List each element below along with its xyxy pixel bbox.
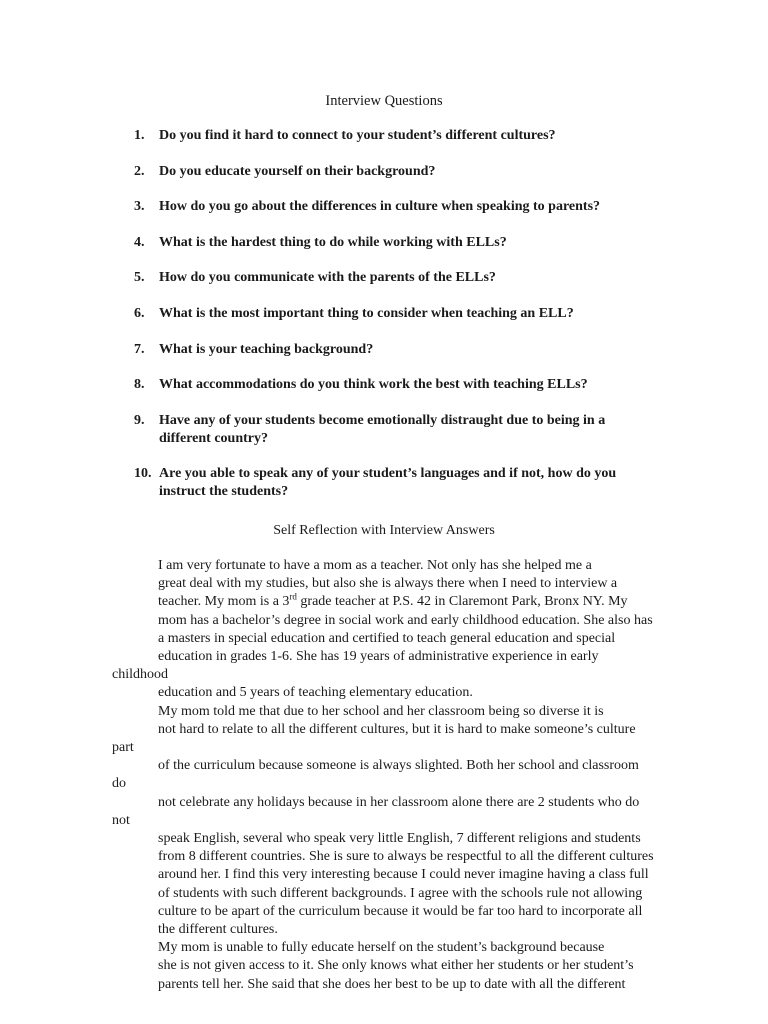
question-text: What is the hardest thing to do while working with ELLs? [159,234,507,250]
question-item [134,234,654,252]
question-number: 9. [134,412,145,428]
paragraph-line: she is not given access to it. She only knows what either her students or her student’s [158,958,634,974]
ordinal-superscript: rd [289,591,297,602]
question-text-continued: instruct the students? [159,484,289,500]
question-text: How do you communicate with the parents of the ELLs? [159,270,496,286]
paragraph-line: culture to be apart of the curriculum because it would be far too hard to incorporate all [158,903,643,919]
paragraph-line: around her. I find this very interesting because I could never imagine having a class full [158,867,649,883]
question-number: 10. [134,466,152,482]
section-title: Self Reflection with Interview Answers [273,523,495,538]
paragraph-line [112,593,656,611]
paragraph-line-part: grade teacher at P.S. 42 in Claremont Park, Bronx NY. My [300,594,628,610]
question-text: Are you able to speak any of your student’s languages and if not, how do you [159,466,617,482]
question-number: 6. [134,305,145,321]
page-title: Interview Questions [325,93,443,109]
paragraph-line: mom has a bachelor’s degree in social work and early childhood education. She also has [158,612,653,628]
paragraph-line: parents tell her. She said that she does her best to be up to date with all the different [158,976,626,992]
paragraph [112,703,656,940]
question-item [134,305,654,323]
paragraph-line: not celebrate any holidays because in her classroom alone there are 2 students who do not [112,794,640,828]
paragraph-line-part: teacher. My mom is a 3 [158,594,290,610]
paragraph [112,939,656,994]
question-number: 1. [134,128,145,143]
question-text: Have any of your students become emotionally distraught due to being in a [159,412,606,428]
question-item [134,341,654,359]
question-text: What is the most important thing to consider when teaching an ELL? [159,305,574,321]
question-text: What is your teaching background? [159,341,374,357]
question-item [134,127,654,145]
paragraph-line: not hard to relate to all the different cultures, but it is hard to make someone’s culture part [112,721,636,756]
paragraph-line: the different cultures. [158,922,278,938]
question-text: How do you go about the differences in culture when speaking to parents? [159,199,601,215]
paragraph-line: a masters in special education and certified to teach general education and special [158,630,616,646]
paragraph-line: of students with such different backgrounds. I agree with the schools rule not allowing [158,885,643,901]
paragraph-line: education in grades 1-6. She has 19 years of administrative experience in early childhood [112,649,599,683]
paragraph-line: great deal with my studies, but also she is always there when I need to interview a [158,576,618,592]
question-text: Do you educate yourself on their background? [159,163,436,179]
paragraph-line: of the curriculum because someone is always slighted. Both her school and classroom do [112,758,639,792]
paragraph [112,557,656,703]
paragraph-line: speak English, several who speak very little English, 7 different religions and students [158,831,641,847]
question-number: 8. [134,377,145,393]
question-text: Do you find it hard to connect to your student’s different cultures? [159,128,556,143]
reflection-body [112,557,656,994]
question-number: 4. [134,234,145,250]
question-number: 3. [134,199,145,215]
question-text-continued: different country? [159,430,268,446]
question-number: 2. [134,163,145,179]
paragraph-line: from 8 different countries. She is sure to always be respectful to all the different cultures [158,849,654,865]
paragraph-line: I am very fortunate to have a mom as a teacher. Not only has she helped me a [158,558,592,573]
question-item [134,269,654,287]
question-item [134,412,654,448]
paragraph-line: education and 5 years of teaching elementary education. [158,685,473,701]
question-item [134,198,654,216]
paragraph-line: My mom told me that due to her school and her classroom being so diverse it is [158,703,604,719]
question-item [134,465,654,501]
question-text: What accommodations do you think work the best with teaching ELLs? [159,377,588,393]
paragraph-line: My mom is unable to fully educate herself on the student’s background because [158,940,605,956]
question-item [134,376,654,394]
question-item [134,163,654,181]
question-list [134,127,654,519]
question-number: 7. [134,341,145,357]
question-number: 5. [134,270,145,286]
